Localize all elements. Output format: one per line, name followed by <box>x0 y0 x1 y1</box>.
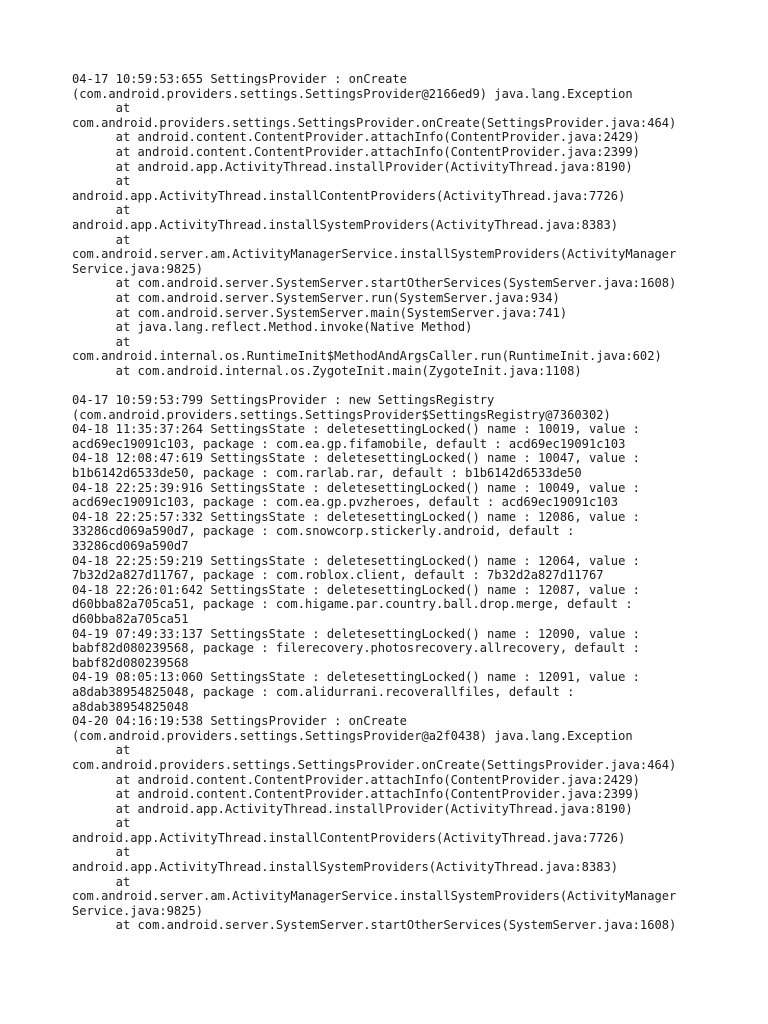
log-line: babf82d080239568, package : filerecovery.photosrecovery.allrecovery, default : <box>72 641 640 656</box>
log-line: com.android.internal.os.RuntimeInit$MethodAndArgsCaller.run(RuntimeInit.java:602) <box>72 349 662 364</box>
log-line: a8dab38954825048, package : com.alidurrani.recoverallfiles, default : <box>72 684 575 699</box>
log-line: 04-19 08:05:13:060 SettingsState : deletesettingLocked() name : 12091, value : <box>72 670 640 685</box>
log-line: Service.java:9825) <box>72 261 204 276</box>
log-line: at <box>72 174 131 189</box>
log-line: at <box>72 874 131 889</box>
log-line: 04-18 12:08:47:619 SettingsState : deletesettingLocked() name : 10047, value : <box>72 451 640 466</box>
log-line: at com.android.internal.os.ZygoteInit.main(ZygoteInit.java:1108) <box>72 363 582 378</box>
log-line: 04-19 07:49:33:137 SettingsState : deletesettingLocked() name : 12090, value : <box>72 626 640 641</box>
log-line: 33286cd069a590d7, package : com.snowcorp.stickerly.android, default : <box>72 524 575 539</box>
log-line: at android.content.ContentProvider.attachInfo(ContentProvider.java:2429) <box>72 772 640 787</box>
log-line: 04-20 04:16:19:538 SettingsProvider : onCreate <box>72 714 407 729</box>
log-line: acd69ec19091c103, package : com.ea.gp.fifamobile, default : acd69ec19091c103 <box>72 436 626 451</box>
log-line: at com.android.server.SystemServer.startOtherServices(SystemServer.java:1608) <box>72 918 677 933</box>
log-line: at <box>72 101 131 116</box>
log-line: at <box>72 334 131 349</box>
log-line: 33286cd069a590d7 <box>72 539 189 553</box>
log-line: at <box>72 232 131 247</box>
log-line: 04-18 22:25:39:916 SettingsState : deletesettingLocked() name : 10049, value : <box>72 480 640 495</box>
log-line: b1b6142d6533de50, package : com.rarlab.rar, default : b1b6142d6533de50 <box>72 466 582 481</box>
log-line: 7b32d2a827d11767, package : com.roblox.client, default : 7b32d2a827d11767 <box>72 568 604 583</box>
log-line: (com.android.providers.settings.SettingsProvider$SettingsRegistry@7360302) <box>72 407 611 422</box>
log-line: at android.content.ContentProvider.attachInfo(ContentProvider.java:2399) <box>72 787 640 802</box>
log-line: at <box>72 203 131 218</box>
log-line: 04-18 11:35:37:264 SettingsState : deletesettingLocked() name : 10019, value : <box>72 422 640 437</box>
log-line: android.app.ActivityThread.installSystemProviders(ActivityThread.java:8383) <box>72 217 619 232</box>
log-line: 04-18 22:25:59:219 SettingsState : deletesettingLocked() name : 12064, value : <box>72 553 640 568</box>
log-line: android.app.ActivityThread.installSystemProviders(ActivityThread.java:8383) <box>72 860 619 875</box>
log-line: (com.android.providers.settings.SettingsProvider@2166ed9) java.lang.Exception <box>72 86 633 101</box>
log-line: at com.android.server.SystemServer.run(SystemServer.java:934) <box>72 290 560 305</box>
log-line: at <box>72 743 131 758</box>
blank-line <box>72 378 712 393</box>
log-line: at <box>72 816 131 831</box>
log-line: 04-18 22:26:01:642 SettingsState : deletesettingLocked() name : 12087, value : <box>72 582 640 597</box>
log-line: 04-17 10:59:53:799 SettingsProvider : new SettingsRegistry <box>72 393 495 408</box>
log-line: at android.content.ContentProvider.attachInfo(ContentProvider.java:2399) <box>72 144 640 159</box>
log-line: at android.app.ActivityThread.installProvider(ActivityThread.java:8190) <box>72 159 633 174</box>
log-line: at java.lang.reflect.Method.invoke(Native Method) <box>72 320 473 335</box>
log-line: a8dab38954825048 <box>72 699 189 714</box>
log-line: android.app.ActivityThread.installContentProviders(ActivityThread.java:7726) <box>72 830 626 845</box>
log-line: d60bba82a705ca51 <box>72 611 189 626</box>
log-line: (com.android.providers.settings.SettingsProvider@a2f0438) java.lang.Exception <box>72 728 633 743</box>
log-line: com.android.server.am.ActivityManagerService.installSystemProviders(ActivityManager <box>72 247 677 262</box>
log-line: at com.android.server.SystemServer.main(SystemServer.java:741) <box>72 305 568 320</box>
log-line: d60bba82a705ca51, package : com.higame.par.country.ball.drop.merge, default : <box>72 597 633 612</box>
log-line: at android.app.ActivityThread.installProvider(ActivityThread.java:8190) <box>72 801 633 816</box>
log-document <box>72 72 712 933</box>
log-line: com.android.server.am.ActivityManagerService.installSystemProviders(ActivityManager <box>72 889 677 904</box>
log-line: babf82d080239568 <box>72 655 189 670</box>
log-line: android.app.ActivityThread.installContentProviders(ActivityThread.java:7726) <box>72 188 626 203</box>
log-line: Service.java:9825) <box>72 903 204 918</box>
log-line: at com.android.server.SystemServer.startOtherServices(SystemServer.java:1608) <box>72 276 677 291</box>
log-line: 04-17 10:59:53:655 SettingsProvider : onCreate <box>72 72 407 86</box>
log-line: acd69ec19091c103, package : com.ea.gp.pvzheroes, default : acd69ec19091c103 <box>72 495 619 510</box>
log-line: at <box>72 845 131 860</box>
log-line: at android.content.ContentProvider.attachInfo(ContentProvider.java:2429) <box>72 130 640 145</box>
log-line: com.android.providers.settings.SettingsProvider.onCreate(SettingsProvider.java:464) <box>72 757 677 772</box>
log-line: 04-18 22:25:57:332 SettingsState : deletesettingLocked() name : 12086, value : <box>72 509 640 524</box>
log-line: com.android.providers.settings.SettingsProvider.onCreate(SettingsProvider.java:464) <box>72 115 677 130</box>
